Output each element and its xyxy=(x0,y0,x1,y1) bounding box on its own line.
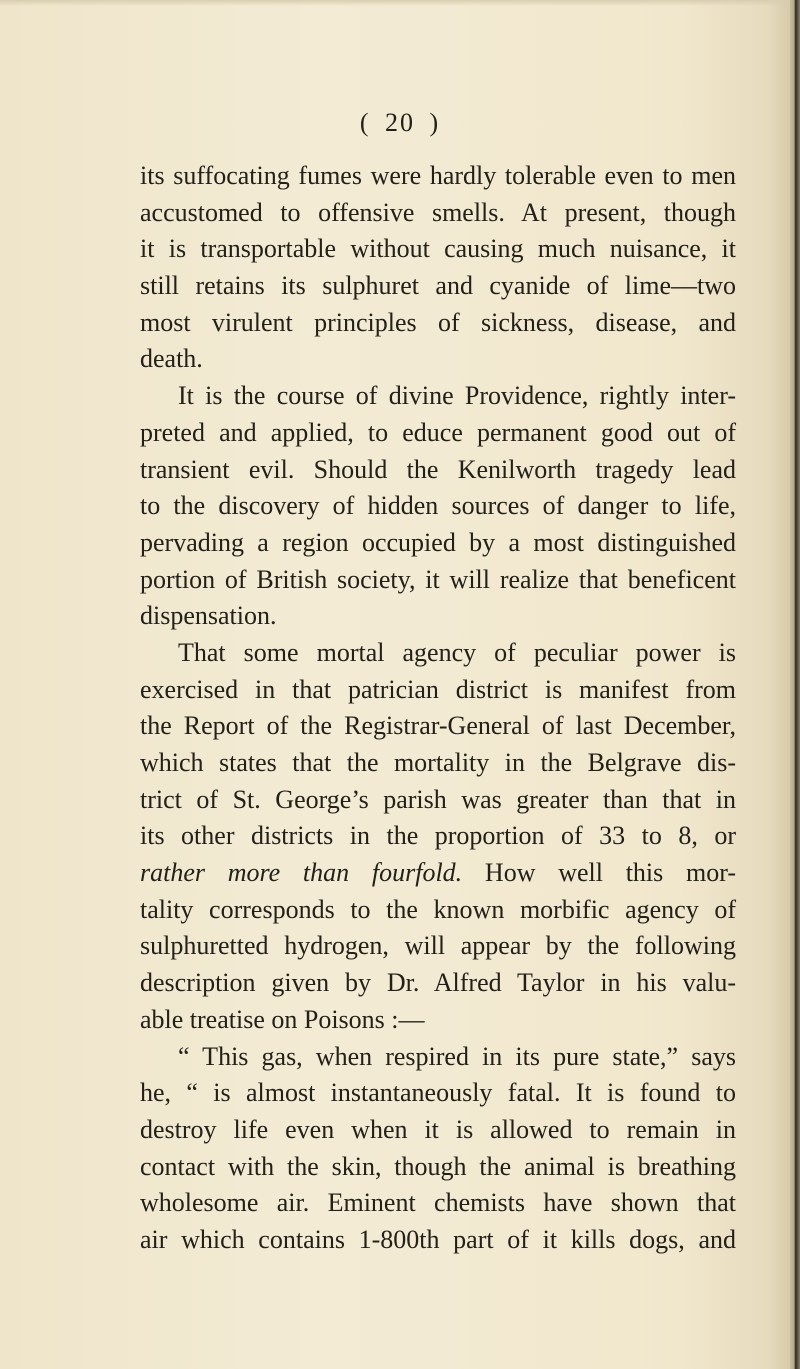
line-text: wholesome air. Eminent chemists have shown that xyxy=(140,1188,736,1218)
line-text: accustomed to offensive smells. At present, though xyxy=(140,197,736,227)
line-text: pervading a region occupied by a most distinguished xyxy=(140,527,736,557)
text-line xyxy=(140,818,736,855)
text-line xyxy=(140,158,736,195)
page-edge-shadow xyxy=(790,0,800,1369)
line-text: portion of British society, it will realize that beneficent xyxy=(140,564,736,594)
line-text: trict of St. George’s parish was greater than that in xyxy=(140,784,736,814)
line-text: destroy life even when it is allowed to remain in xyxy=(140,1114,736,1144)
text-line xyxy=(140,672,736,709)
line-text: sulphuretted hydrogen, will appear by the following xyxy=(140,931,736,961)
text-line xyxy=(140,965,736,1002)
text-line xyxy=(140,305,736,342)
text-line xyxy=(140,195,736,232)
line-text: transient evil. Should the Kenilworth tragedy lead xyxy=(140,454,736,484)
text-line xyxy=(140,1222,736,1259)
line-text: death. xyxy=(140,344,203,374)
line-text: which states that the mortality in the Belgrave dis- xyxy=(140,748,736,777)
line-text: still retains its sulphuret and cyanide of lime—two xyxy=(140,271,736,301)
text-line xyxy=(140,635,736,672)
line-text: to the discovery of hidden sources of danger to life, xyxy=(140,491,736,521)
text-line xyxy=(140,452,736,489)
line-text: “ This gas, when respired in its pure state,” says xyxy=(178,1041,736,1071)
text-line xyxy=(140,341,736,378)
line-text: it is transportable without causing much nuisance, it xyxy=(140,234,736,264)
page-top-shadow xyxy=(0,0,800,6)
text-line xyxy=(140,488,736,525)
line-text: air which contains 1-800th part of it kills dogs, and xyxy=(140,1224,736,1254)
text-line xyxy=(140,892,736,929)
text-line xyxy=(140,1039,736,1076)
line-text: That some mortal agency of peculiar power is xyxy=(178,637,736,667)
line-text: exercised in that patrician district is manifest from xyxy=(140,674,736,704)
text-line xyxy=(140,231,736,268)
text-line xyxy=(140,1185,736,1222)
text-line xyxy=(140,415,736,452)
line-text: tality corresponds to the known morbific agency of xyxy=(140,894,736,924)
line-text: How well this mor- xyxy=(462,858,737,888)
line-text: preted and applied, to educe permanent good out of xyxy=(140,417,736,447)
line-text: its suffocating fumes were hardly tolerable even to men xyxy=(140,161,736,190)
italic-phrase: rather more than fourfold. xyxy=(140,858,463,888)
text-line xyxy=(140,708,736,745)
line-text: he, “ is almost instantaneously fatal. It is found to xyxy=(140,1078,736,1108)
text-line xyxy=(140,928,736,965)
line-text: contact with the skin, though the animal is breathing xyxy=(140,1151,736,1181)
line-text: the Report of the Registrar-General of last December, xyxy=(140,711,736,741)
text-line xyxy=(140,1149,736,1186)
line-text: its other districts in the proportion of 33 to 8, or xyxy=(140,821,736,851)
page-number: ( 20 ) xyxy=(359,108,441,137)
text-line xyxy=(140,525,736,562)
line-text: dispensation. xyxy=(140,601,277,631)
text-line xyxy=(140,782,736,819)
text-line xyxy=(140,562,736,599)
line-text: description given by Dr. Alfred Taylor in his valu- xyxy=(140,968,736,998)
text-line xyxy=(140,1112,736,1149)
text-line xyxy=(140,598,736,635)
line-text: It is the course of divine Providence, rightly inter- xyxy=(178,381,736,411)
line-text: most virulent principles of sickness, disease, and xyxy=(140,307,736,337)
text-line xyxy=(140,268,736,305)
text-line xyxy=(140,378,736,415)
body-text xyxy=(140,158,736,1259)
text-line xyxy=(140,1075,736,1112)
line-text: able treatise on Poisons :— xyxy=(140,1004,425,1034)
text-line xyxy=(140,855,736,892)
text-line xyxy=(140,745,736,782)
text-line xyxy=(140,1002,736,1039)
